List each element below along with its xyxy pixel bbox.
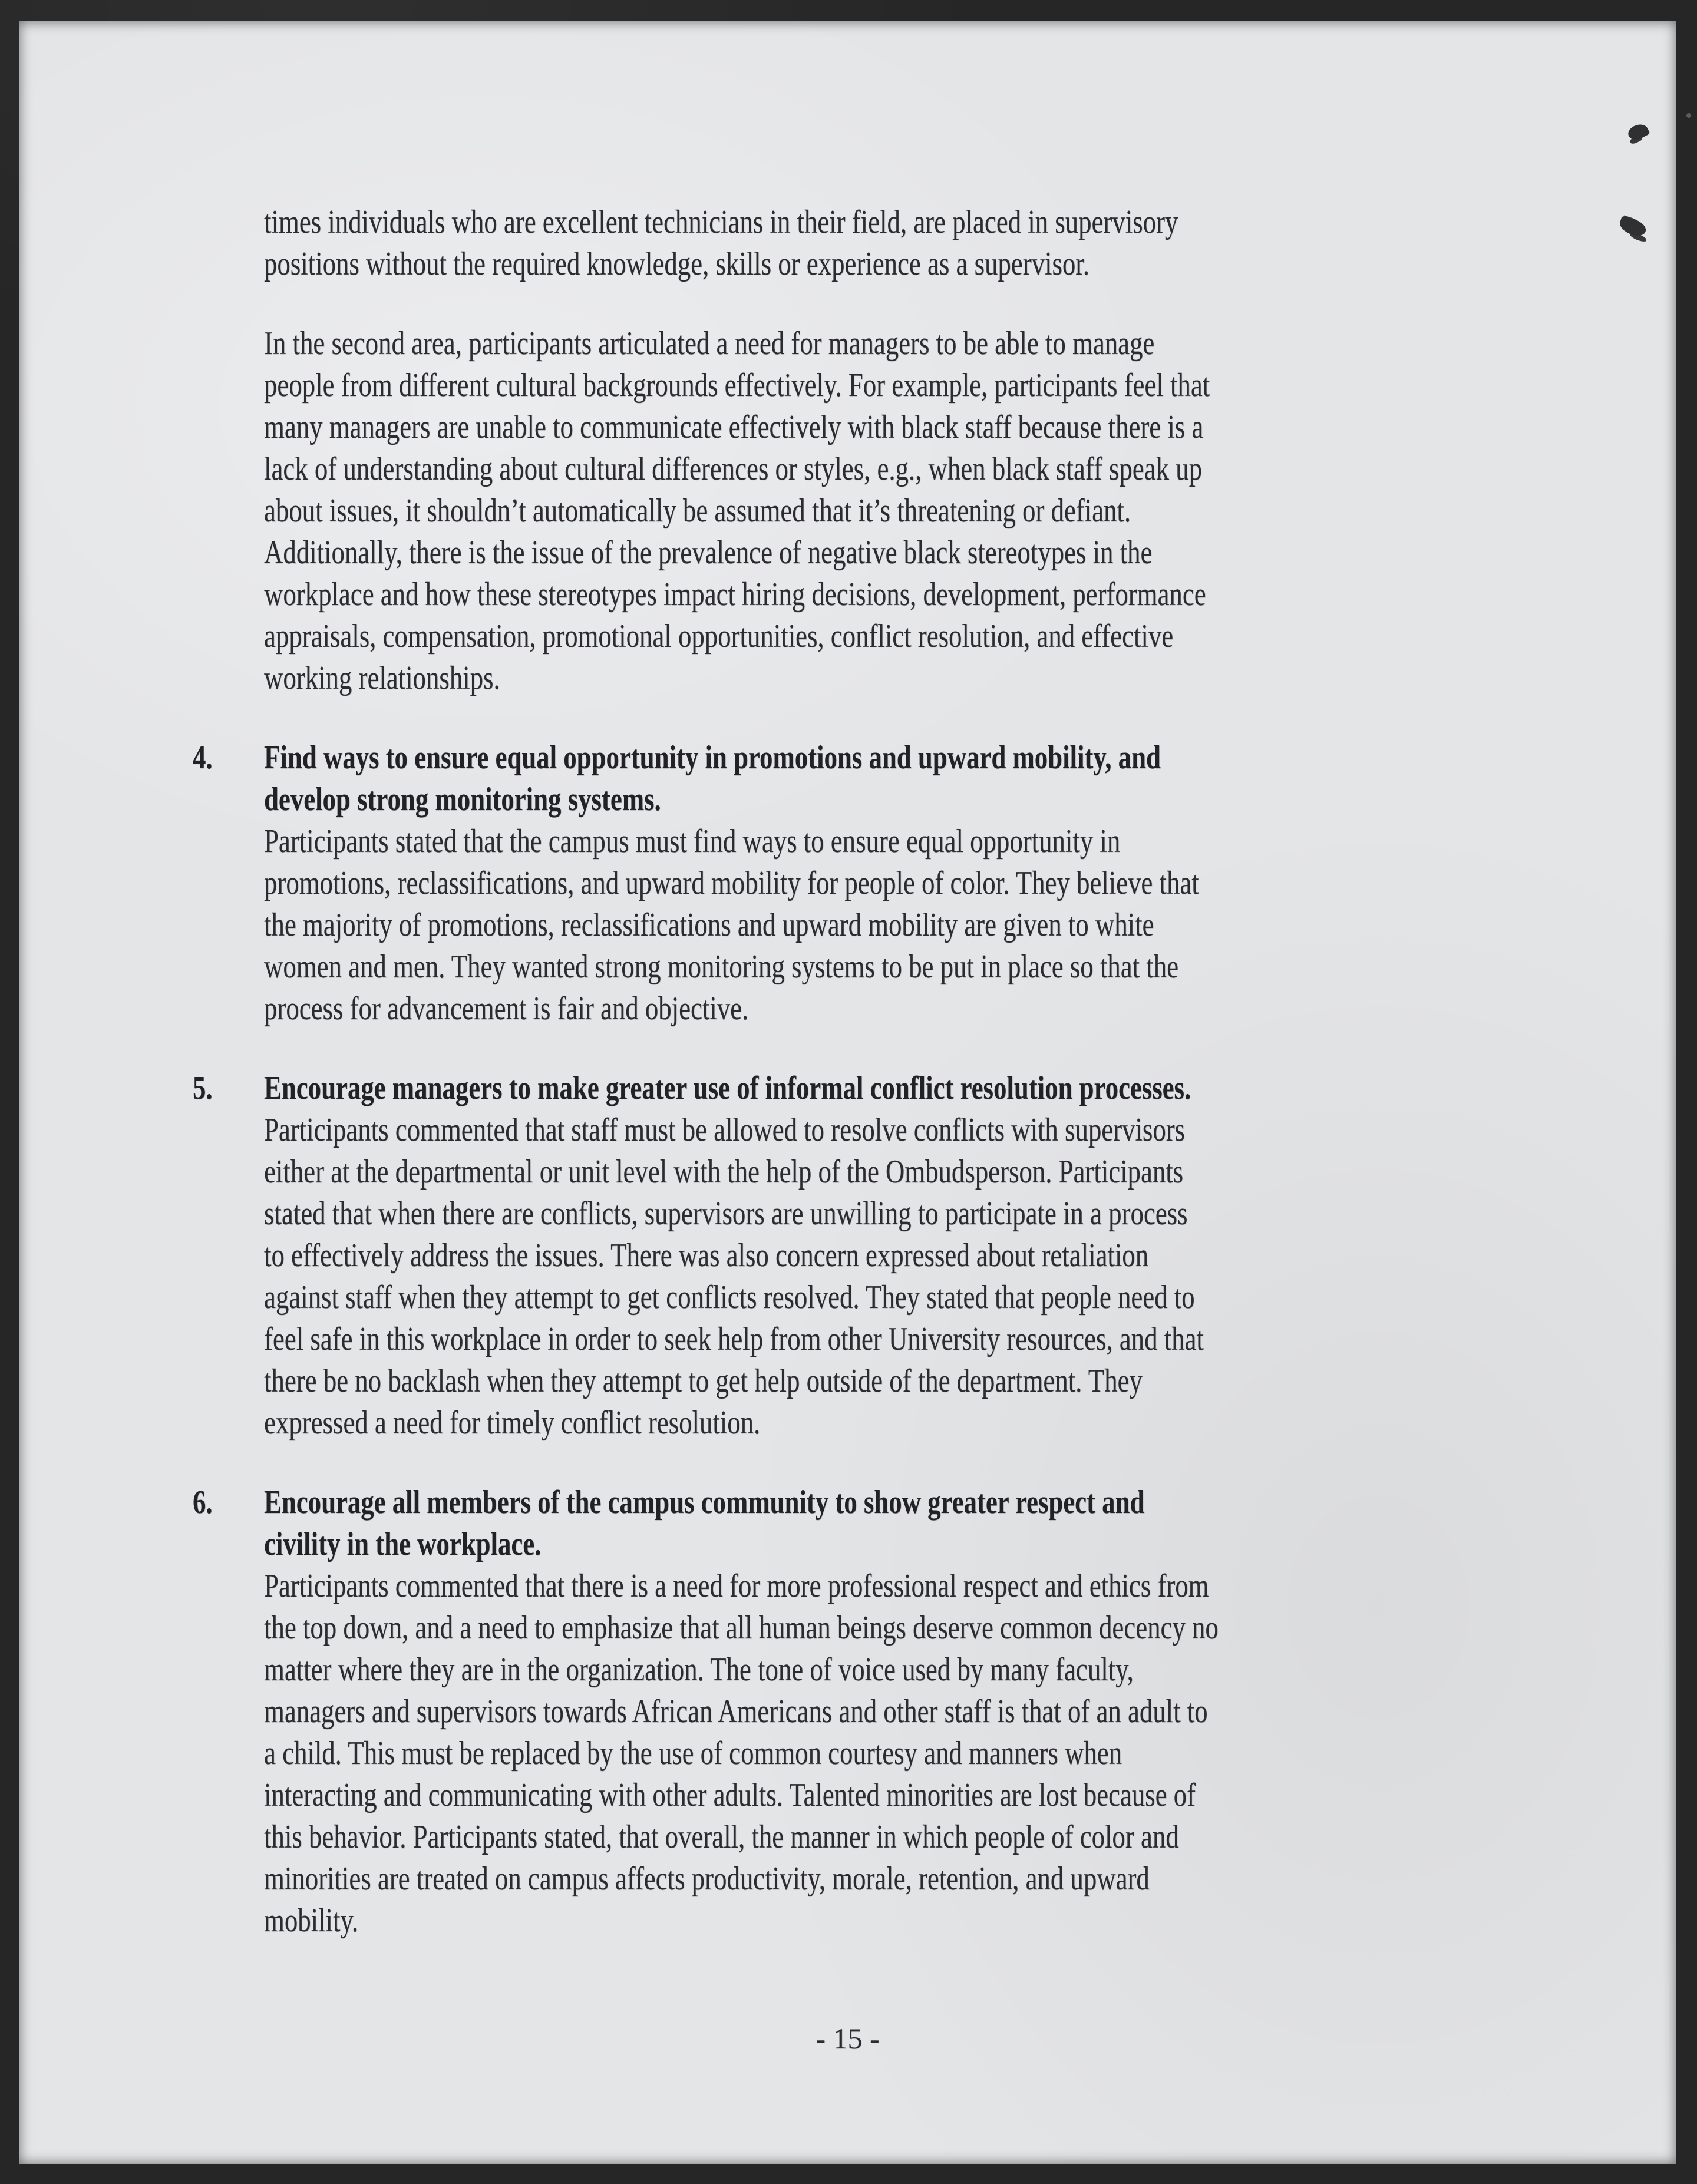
item-number-5: 5.: [193, 1070, 213, 1106]
ink-smudge-bottom: [1617, 216, 1648, 239]
paragraph-continuation: times individuals who are excellent technicians in their field, are placed in supervisory positions without the required knowledge, skills or experience as a supervisor.: [264, 204, 1178, 282]
page-number: - 15 -: [816, 2022, 880, 2055]
item-number-4: 4.: [193, 739, 213, 776]
dust-speck: [1686, 113, 1691, 118]
numbered-item-6: [193, 1482, 1442, 1942]
numbered-item-5: [193, 1068, 1442, 1444]
item-body-5: Participants commented that staff must be allowed to resolve conflicts with supervisors either at the departmental or unit level with the help of the Ombudsperson. Participants stated that when there are conflicts, supervisors are unwilling to participate in a process to effectively address the issues. There was also concern expressed about retaliation against staff when they attempt to get conflicts resolved. They stated that people need to feel safe in this workplace in order to seek help from other University resources, and that there be no backlash when they attempt to get help outside of the department. They expressed a need for timely conflict resolution.: [264, 1112, 1204, 1441]
item-heading-5: Encourage managers to make greater use of informal conflict resolution processes.: [264, 1070, 1191, 1106]
item-number-6: 6.: [193, 1484, 213, 1521]
item-heading-6: Encourage all members of the campus community to show greater respect and civility in the workplace.: [264, 1484, 1145, 1562]
document-page: [19, 21, 1676, 2164]
item-heading-4: Find ways to ensure equal opportunity in promotions and upward mobility, and develop strong monitoring systems.: [264, 739, 1161, 818]
item-body-4: Participants stated that the campus must find ways to ensure equal opportunity in promotions, reclassifications, and upward mobility for people of color. They believe that the majority of promotions, reclassifications and upward mobility are given to white women and men. They wanted strong monitoring systems to be put in place so that the process for advancement is fair and objective.: [264, 823, 1199, 1027]
numbered-item-4: [193, 737, 1442, 1030]
text-block: [193, 201, 1442, 1942]
item-body-6: Participants commented that there is a need for more professional respect and ethics from the top down, and a need to emphasize that all human beings deserve common decency no matter where they are in the organization. The tone of voice used by many faculty, managers and supervisors towards African Americans and other staff is that of an adult to a child. This must be replaced by the use of common courtesy and manners when interacting and communicating with other adults. Talented minorities are lost because of this behavior. Participants stated, that overall, the manner in which people of color and minorities are treated on campus affects productivity, morale, retention, and upward mobility.: [264, 1568, 1219, 1939]
paragraph-second-area: In the second area, participants articulated a need for managers to be able to manage people from different cultural backgrounds effectively. For example, participants feel that many managers are unable to communicate effectively with black staff because there is a lack of understanding about cultural differences or styles, e.g., when black staff speak up about issues, it shouldn’t automatically be assumed that it’s threatening or defiant. Additionally, there is the issue of the prevalence of negative black stereotypes in the workplace and how these stereotypes impact hiring decisions, development, performance appraisals, compensation, promotional opportunities, conflict resolution, and effective working relationships.: [264, 325, 1210, 696]
ink-smudge-top: [1626, 121, 1650, 143]
